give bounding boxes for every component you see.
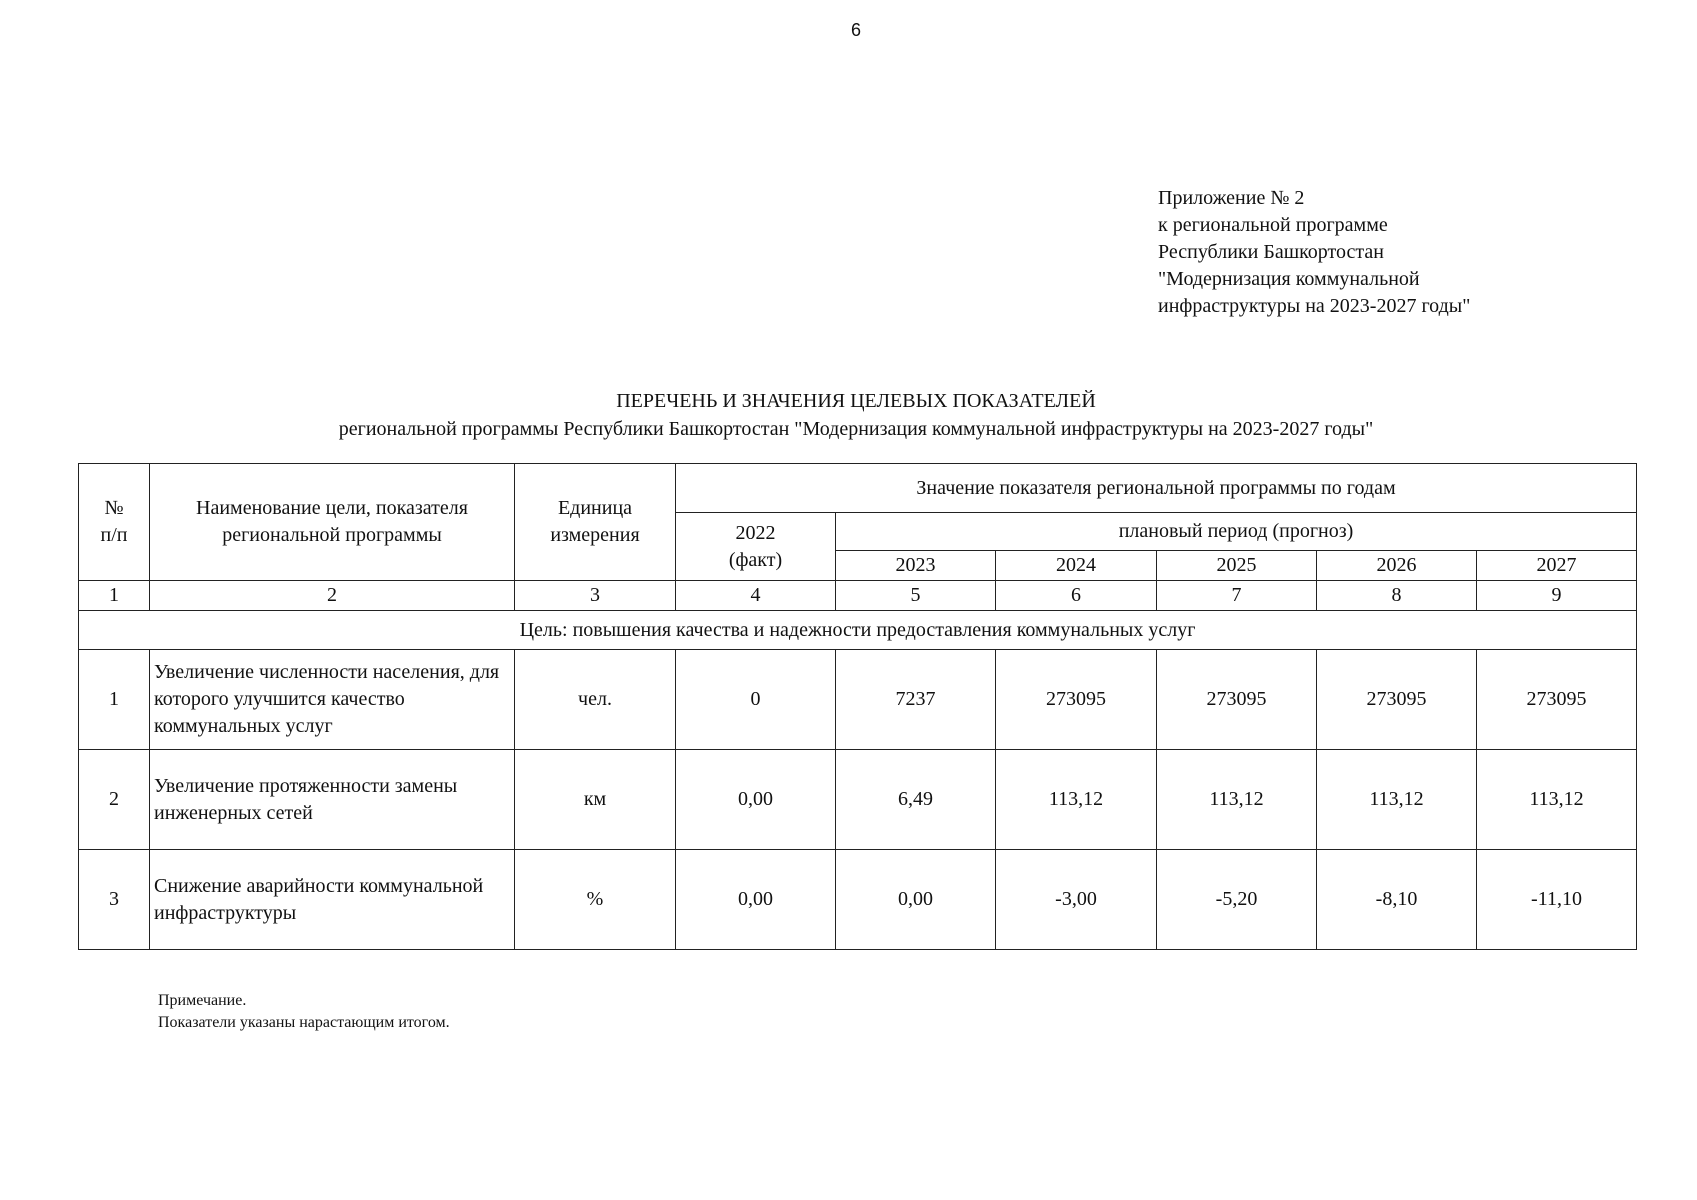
footnote-text: Показатели указаны нарастающим итогом. [158,1014,450,1031]
row-value: 113,12 [1157,750,1317,850]
row-value: 0,00 [676,850,836,950]
column-number: 8 [1317,581,1477,611]
row-unit: км [515,750,676,850]
header-year: 2026 [1317,551,1477,581]
page-number: 6 [850,20,861,40]
header-year: 2024 [996,551,1157,581]
column-numbers-row [79,581,1637,611]
row-value: 273095 [1477,650,1637,750]
title-subtitle: региональной программы Республики Башкортостан "Модернизация коммунальной инфраструктуры на 2023-2027 годы" [338,418,1374,440]
row-value: -5,20 [1157,850,1317,950]
row-value: -8,10 [1317,850,1477,950]
table-row [79,850,1637,950]
row-unit: % [515,850,676,950]
column-number: 2 [150,581,515,611]
row-num: 3 [79,850,150,950]
column-number: 1 [79,581,150,611]
row-value: 273095 [1157,650,1317,750]
row-name: Увеличение протяженности замены инженерных сетей [150,750,515,850]
header-name-text: Наименование цели, показателя региональной программы [196,497,468,546]
footnote [158,990,450,1034]
column-number: 9 [1477,581,1637,611]
row-value: 6,49 [836,750,996,850]
column-number: 4 [676,581,836,611]
appendix-line: к региональной программе [1158,214,1388,236]
header-values-group: Значение показателя региональной программы по годам [676,464,1637,513]
header-year: 2025 [1157,551,1317,581]
row-value: 113,12 [1477,750,1637,850]
goal-row [79,611,1637,650]
row-unit: чел. [515,650,676,750]
appendix-line: Приложение № 2 [1158,187,1305,209]
row-num: 2 [79,750,150,850]
header-unit [515,464,676,581]
column-number: 3 [515,581,676,611]
row-value: 113,12 [1317,750,1477,850]
row-num: 1 [79,650,150,750]
column-number: 7 [1157,581,1317,611]
row-value: -3,00 [996,850,1157,950]
row-value: 0 [676,650,836,750]
row-value: 113,12 [996,750,1157,850]
row-name: Снижение аварийности коммунальной инфраструктуры [150,850,515,950]
header-fact-year-text: 2022 (факт) [728,521,783,571]
appendix-reference [1158,185,1470,320]
indicators-table [78,463,1637,950]
column-number: 6 [996,581,1157,611]
header-unit-text: Единица измерения [550,497,640,546]
appendix-line: инфраструктуры на 2023-2027 годы" [1158,295,1471,317]
row-value: 0,00 [836,850,996,950]
header-year: 2023 [836,551,996,581]
table-row [79,650,1637,750]
header-name [150,464,515,581]
column-number: 5 [836,581,996,611]
row-name: Увеличение численности населения, для которого улучшится качество коммунальных услуг [150,650,515,750]
row-value: 273095 [1317,650,1477,750]
document-title [0,387,1697,443]
row-value: -11,10 [1477,850,1637,950]
table-row [79,750,1637,850]
row-value: 7237 [836,650,996,750]
appendix-line: Республики Башкортостан [1158,241,1384,263]
footnote-label: Примечание. [158,992,247,1009]
header-year: 2027 [1477,551,1637,581]
header-fact-year [676,513,836,581]
row-value: 0,00 [676,750,836,850]
title-main: ПЕРЕЧЕНЬ И ЗНАЧЕНИЯ ЦЕЛЕВЫХ ПОКАЗАТЕЛЕЙ [616,390,1096,412]
header-plan-group: плановый период (прогноз) [836,513,1637,551]
goal-text: Цель: повышения качества и надежности предоставления коммунальных услуг [79,611,1637,650]
appendix-line: "Модернизация коммунальной [1158,268,1420,290]
header-row-top [79,464,1637,513]
row-value: 273095 [996,650,1157,750]
header-num [79,464,150,581]
header-num-text: № п/п [100,497,128,546]
